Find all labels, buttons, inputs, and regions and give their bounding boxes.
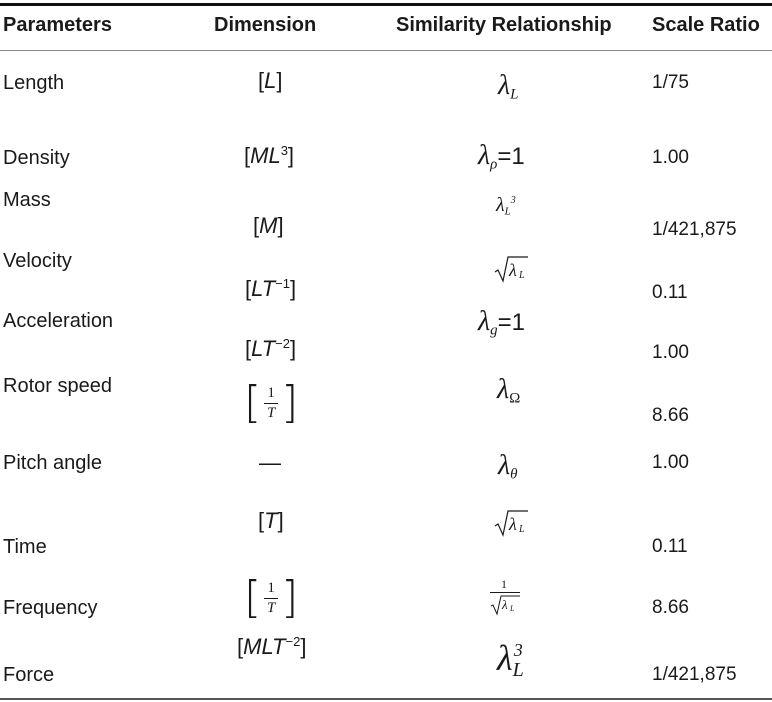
ratio-mass: 1/421,875 bbox=[652, 219, 737, 240]
ratio-time: 0.11 bbox=[652, 536, 688, 557]
ratio-length: 1/75 bbox=[652, 72, 689, 93]
param-frequency: Frequency bbox=[3, 597, 98, 619]
dim-rotor-speed: [ $\frac{1}{T}$ ] bbox=[244, 377, 299, 428]
dim-density: $[ML^3]$ bbox=[244, 143, 295, 168]
table-top-rule bbox=[0, 3, 772, 6]
dim-frequency: [ $\frac{1}{T}$ ] bbox=[244, 572, 299, 623]
sim-velocity: λ L bbox=[494, 254, 530, 289]
dim-mass: [M] bbox=[253, 213, 284, 238]
dim-acceleration: $[LT^{-2}]$ bbox=[245, 336, 297, 361]
dim-pitch-angle: — bbox=[259, 450, 281, 475]
ratio-pitch-angle: 1.00 bbox=[652, 452, 689, 473]
fraction-bar bbox=[490, 592, 520, 593]
param-rotor-speed: Rotor speed bbox=[3, 375, 112, 397]
ratio-velocity: 0.11 bbox=[652, 282, 688, 303]
param-density: Density bbox=[3, 147, 70, 169]
ratio-rotor-speed: 8.66 bbox=[652, 405, 689, 426]
sim-rotor-speed: $\lambda_\Omega$ bbox=[497, 374, 521, 407]
dim-force: $[MLT^{-2}]$ bbox=[237, 634, 307, 659]
param-pitch-angle: Pitch angle bbox=[3, 452, 102, 474]
dim-velocity: $[LT^{-1}]$ bbox=[245, 276, 297, 301]
param-time: Time bbox=[3, 536, 47, 558]
ratio-acceleration: 1.00 bbox=[652, 342, 689, 363]
sim-time: λ L bbox=[494, 508, 530, 543]
ratio-frequency: 8.66 bbox=[652, 597, 689, 618]
table-header-rule bbox=[0, 50, 772, 51]
header-parameters: Parameters bbox=[3, 14, 112, 36]
table-bottom-rule bbox=[0, 698, 772, 700]
sim-density: $\lambda_\rho=1$ bbox=[478, 140, 525, 173]
param-length: Length bbox=[3, 72, 65, 94]
ratio-force: 1/421,875 bbox=[652, 664, 737, 685]
ratio-density: 1.00 bbox=[652, 147, 689, 168]
header-similarity-relationship: Similarity Relationship bbox=[396, 14, 612, 36]
param-mass: Mass bbox=[3, 189, 51, 211]
dim-time: [T] bbox=[258, 508, 284, 533]
param-force: Force bbox=[3, 664, 55, 686]
sim-mass: $\lambda_L^3$ bbox=[496, 194, 516, 218]
sim-frequency: 1 λ L bbox=[490, 577, 524, 617]
dim-length: [L] bbox=[258, 68, 283, 93]
sim-pitch-angle: $\lambda_\theta$ bbox=[498, 450, 518, 483]
header-scale-ratio: Scale Ratio bbox=[652, 14, 760, 36]
sim-acceleration: $\lambda_g=1$ bbox=[478, 306, 526, 339]
param-acceleration: Acceleration bbox=[3, 310, 114, 332]
sim-force: $\lambda_L^3$ bbox=[497, 638, 524, 681]
sim-length: $\lambda_L$ bbox=[498, 70, 519, 103]
header-dimension: Dimension bbox=[214, 14, 317, 36]
param-velocity: Velocity bbox=[3, 250, 72, 272]
